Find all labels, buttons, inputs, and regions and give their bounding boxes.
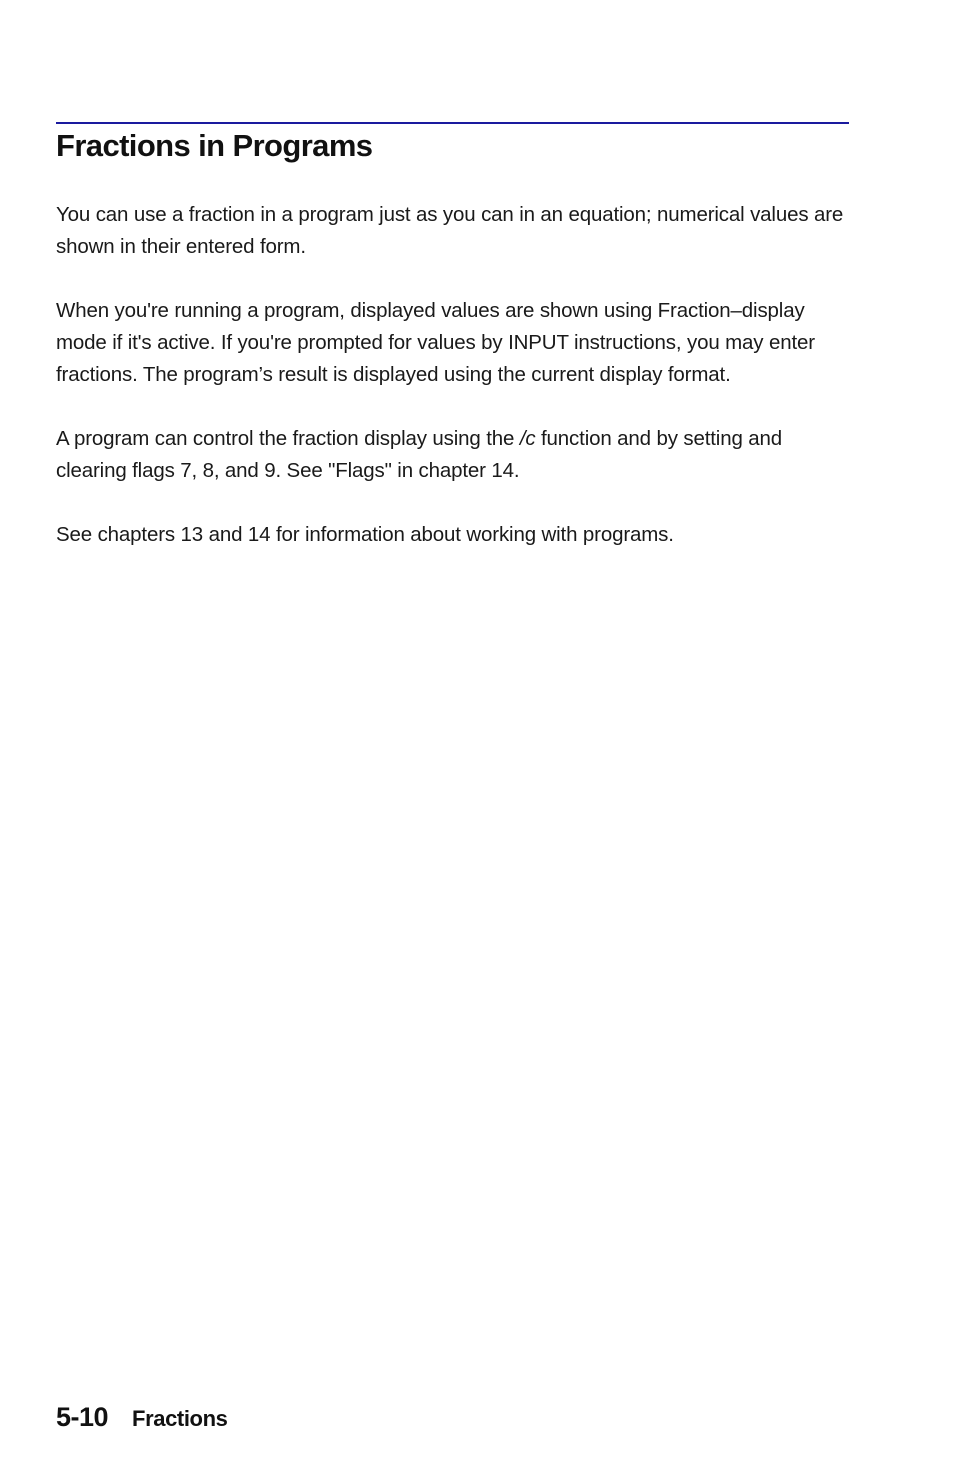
chapter-name: Fractions [132, 1406, 228, 1431]
paragraph-text-end: function and by setting and clearing flags 7, 8, and 9. See "Flags" in chapter 14. [56, 427, 783, 482]
paragraph-text-start: A program can control the fraction display using the [56, 427, 520, 450]
fraction-function-name: /c [519, 427, 536, 450]
section-body [56, 199, 856, 583]
paragraph-see-chapters: See chapters 13 and 14 for information about working with programs. [56, 523, 674, 546]
section-title: Fractions in Programs [56, 128, 373, 163]
paragraph-running-program: When you're running a program, displayed values are shown using Fraction–display mode if it's active. If you're prompted for values by INPUT instructions, you may enter fractions. The program’s result is displayed using the current display format. [56, 299, 815, 386]
page-number: 5-10 [56, 1402, 109, 1432]
page-footer [56, 1402, 227, 1433]
paragraph-fraction-control [56, 423, 856, 487]
paragraph-fractions-in-programs: You can use a fraction in a program just as you can in an equation; numerical values are shown in their entered form. [56, 203, 844, 258]
section-rule [56, 122, 849, 124]
